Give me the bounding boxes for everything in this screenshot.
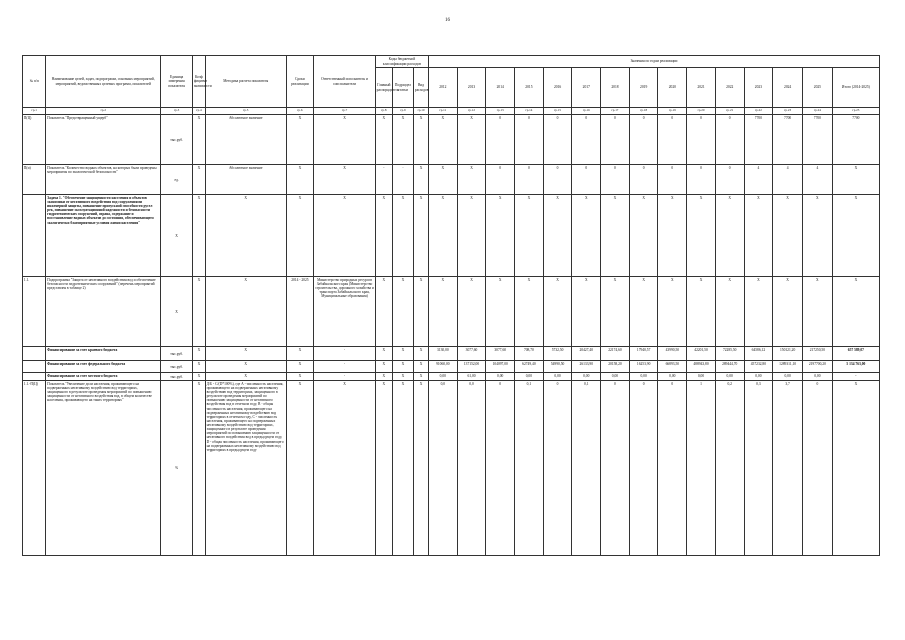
row-value-cell: X (428, 115, 457, 165)
index-cell: гр.20 (687, 108, 716, 115)
row-grbs-cell: X (375, 347, 392, 361)
header-year: 2021 (687, 68, 716, 108)
table-body (23, 115, 880, 556)
row-value-cell: X (515, 195, 544, 277)
row-exec-cell: X (314, 195, 376, 277)
row-value-cell: 0 (543, 381, 572, 556)
row-value-cell: 0,00 (601, 373, 630, 381)
row-value-cell: X (744, 195, 773, 277)
row-value-cell: 0 (658, 115, 687, 165)
row-value-cell: X (572, 195, 601, 277)
header-year: 2024 (773, 68, 803, 108)
row-value-cell: X (802, 195, 832, 277)
row-value-cell: 3077,60 (486, 347, 515, 361)
row-value-cell: 0 (543, 165, 572, 195)
index-cell: гр.2 (46, 108, 161, 115)
row-section-cell: X (392, 277, 413, 347)
row-method-cell: Абсолютное значение (205, 165, 286, 195)
index-cell: гр.8 (375, 108, 392, 115)
index-cell: гр.9 (392, 108, 413, 115)
row-exp-cell: X (414, 381, 429, 556)
row-value-cell: X (457, 277, 486, 347)
row-value-cell: 4 (802, 165, 832, 195)
index-cell: гр.17 (601, 108, 630, 115)
row-value-cell: 0 (715, 115, 744, 165)
row-coef-cell: X (193, 347, 206, 361)
row-term-cell: X (286, 347, 314, 361)
row-value-cell: 0,00 (515, 373, 544, 381)
table-row (23, 277, 880, 347)
row-value-cell: X (773, 277, 803, 347)
row-value-cell: X (543, 277, 572, 347)
header-year: 2013 (457, 68, 486, 108)
row-section-cell: X (392, 195, 413, 277)
row-exp-cell: X (414, 195, 429, 277)
row-value-cell: 708,70 (515, 347, 544, 361)
row-num-cell (23, 373, 46, 381)
row-value-cell: 289444,70 (715, 361, 744, 373)
row-name-cell: Показатель "Предотвращенный ущерб" (46, 115, 161, 165)
row-exec-cell: X (314, 381, 376, 556)
row-name-cell: Финансирование за счет местного бюджета (46, 373, 161, 381)
row-value-cell: 0,00 (572, 373, 601, 381)
row-value-cell: 43990,50 (658, 347, 687, 361)
index-cell: гр.23 (773, 108, 803, 115)
row-value-cell: 22174,60 (601, 347, 630, 361)
row-unit-cell: ед. (161, 165, 193, 195)
row-method-cell: X (205, 195, 286, 277)
row-exec-cell: - (314, 347, 376, 361)
row-coef-cell: X (193, 195, 206, 277)
row-grbs-cell: X (375, 361, 392, 373)
row-value-cell: 0,00 (486, 373, 515, 381)
row-grbs-cell: X (375, 115, 392, 165)
row-value-cell: 0 (658, 165, 687, 195)
row-method-cell: Абсолютное значение (205, 115, 286, 165)
index-cell: гр.22 (744, 108, 773, 115)
row-value-cell: 0 (486, 381, 515, 556)
index-row (23, 108, 880, 115)
row-coef-cell: X (193, 381, 206, 556)
index-cell: гр.7 (314, 108, 376, 115)
index-cell: гр.15 (543, 108, 572, 115)
row-total-cell: X (832, 381, 879, 556)
row-value-cell: 72285,50 (715, 347, 744, 361)
header-budget-codes: Коды бюджетной классификации расходов (375, 56, 428, 68)
header-year: 2014 (486, 68, 515, 108)
row-value-cell: 137152,00 (457, 361, 486, 373)
row-value-cell: 0 (572, 115, 601, 165)
page-number: 16 (445, 18, 450, 23)
row-value-cell: 0 (601, 165, 630, 195)
row-unit-cell: % (161, 381, 193, 556)
row-value-cell: 0 (629, 115, 658, 165)
row-unit-cell: X (161, 195, 193, 277)
row-name-cell: Показатель "Увеличение доли населения, проживающего на подверженных негативному воздействию вод территориях, защищенного в результате проведения мероприятий по повышению защищенности от негативного воздействия вод, в общем количестве населения, проживающего на таких территориях" (46, 381, 161, 556)
row-grbs-cell: X (375, 277, 392, 347)
row-exp-cell: X (414, 277, 429, 347)
row-value-cell: X (457, 115, 486, 165)
row-unit-cell: тыс.руб. (161, 361, 193, 373)
row-method-cell: X (205, 373, 286, 381)
row-section-cell: X (392, 361, 413, 373)
table-row (23, 165, 880, 195)
row-value-cell: 0 (515, 115, 544, 165)
row-value-cell: 54990,50 (543, 361, 572, 373)
row-term-cell: X (286, 165, 314, 195)
row-term-cell: X (286, 373, 314, 381)
header-num: № п/п (23, 56, 46, 108)
row-name-cell: Подпрограмма "Защита от негативного воздействия вод и обеспечение безопасности гидротехнических сооружений" (перечень мероприятий представлен в таблице 2) (46, 277, 161, 347)
index-cell: гр.11 (428, 108, 457, 115)
row-exec-cell: X (314, 115, 376, 165)
row-num-cell: 1.1.-П(Ц) (23, 381, 46, 556)
row-exp-cell: X (414, 361, 429, 373)
row-value-cell: X (428, 277, 457, 347)
row-value-cell: 4 (773, 165, 803, 195)
row-value-cell: X (715, 277, 744, 347)
row-section-cell: X (392, 347, 413, 361)
row-value-cell: 0 (486, 115, 515, 165)
row-total-cell: 5 134 763,00 (832, 361, 879, 373)
row-term-cell: X (286, 115, 314, 165)
row-value-cell: 0 (601, 381, 630, 556)
header-row-top (23, 56, 880, 68)
row-value-cell: X (543, 195, 572, 277)
row-value-cell: 3,7 (773, 381, 803, 556)
table-row (23, 381, 880, 556)
row-value-cell: 7700 (773, 115, 803, 165)
row-value-cell: X (515, 277, 544, 347)
header-total: Итого (2014-2025) (832, 68, 879, 108)
row-value-cell: 0,00 (543, 373, 572, 381)
header-grbs: Главный распорядитель (375, 68, 392, 108)
header-year: 2025 (802, 68, 832, 108)
row-value-cell: X (658, 195, 687, 277)
row-coef-cell: X (193, 277, 206, 347)
row-grbs-cell: X (375, 381, 392, 556)
row-value-cell: X (601, 277, 630, 347)
header-name: Наименование целей, задач, подпрограмм, основных мероприятий, мероприятий, ведомственных целевых программ, показателей (46, 56, 161, 108)
row-value-cell: 0,0 (457, 381, 486, 556)
row-value-cell: 26133,90 (572, 361, 601, 373)
index-cell: гр.5 (205, 108, 286, 115)
row-unit-cell: X (161, 277, 193, 347)
header-exp-type: Вид расходов (414, 68, 429, 108)
row-value-cell: 0,0 (428, 381, 457, 556)
header-years-group: Значения по годам реализации (428, 56, 879, 68)
header-coef: Коэф фициент значимости (193, 56, 206, 108)
row-num-cell: 1.1. (23, 277, 46, 347)
header-year: 2018 (601, 68, 630, 108)
index-cell: гр.19 (658, 108, 687, 115)
index-cell: гр.3 (161, 108, 193, 115)
row-value-cell: 457232,80 (744, 361, 773, 373)
header-year: 2012 (428, 68, 457, 108)
row-value-cell: X (428, 165, 457, 195)
row-value-cell: 3077,60 (457, 347, 486, 361)
indicators-table (22, 55, 880, 556)
row-total-cell: X (832, 195, 879, 277)
row-num-cell (23, 347, 46, 361)
row-value-cell: 0 (715, 165, 744, 195)
header-year: 2022 (715, 68, 744, 108)
row-exp-cell: X (414, 115, 429, 165)
row-term-cell: X (286, 381, 314, 556)
table-row (23, 361, 880, 373)
row-value-cell: X (486, 277, 515, 347)
row-value-cell: 0,00 (658, 373, 687, 381)
index-cell: гр.12 (457, 108, 486, 115)
row-value-cell: 3130,00 (428, 347, 457, 361)
row-value-cell: X (601, 195, 630, 277)
row-method-cell: Д/Б - C/(D*100%), где А - численность населения, проживающего на подверженных негативному воздействию вод территориях, защищенного в результате проведения мероприятий по повышению защищенности от негативного воздействия вод в отчетном году, В - общая численность населения, проживающего на подверженных негативному воздействию вод территориях в отчетном году, С - численность населения, проживающего на подверженных негативному воздействию вод территориях, защищенного в результате проведения мероприятий по повышению защищенности от негативного воздействия вод в предыдущем году, D - общая численность населения, проживающего на подверженных негативному воздействию вод территориях в предыдущем году (205, 381, 286, 556)
row-value-cell: 0 (629, 381, 658, 556)
row-value-cell: 0 (687, 165, 716, 195)
row-value-cell: 0,1 (515, 381, 544, 556)
row-method-cell: X (205, 277, 286, 347)
row-unit-cell: тыс.руб. (161, 115, 193, 165)
row-value-cell: 20158,20 (601, 361, 630, 373)
row-value-cell: 0,00 (744, 373, 773, 381)
row-value-cell: X (457, 165, 486, 195)
row-name-cell: Показатель "Количество водных объектов, на которых были проведены мероприятия по экологической безопасности" (46, 165, 161, 195)
row-grbs-cell: - (375, 165, 392, 195)
row-value-cell: X (687, 277, 716, 347)
row-value-cell: X (572, 277, 601, 347)
row-value-cell: 0,00 (629, 373, 658, 381)
row-value-cell: X (457, 195, 486, 277)
header-term: Сроки реализации (286, 56, 314, 108)
index-cell: гр.13 (486, 108, 515, 115)
row-grbs-cell: X (375, 373, 392, 381)
header-year: 2016 (543, 68, 572, 108)
row-method-cell: X (205, 361, 286, 373)
header-year: 2015 (515, 68, 544, 108)
row-value-cell: 0,2 (715, 381, 744, 556)
row-value-cell: 66893,50 (658, 361, 687, 373)
header-year: 2020 (658, 68, 687, 108)
row-value-cell: X (802, 277, 832, 347)
row-exp-cell: X (414, 347, 429, 361)
row-value-cell: 1289311,10 (773, 361, 803, 373)
row-value-cell: 0,00 (687, 373, 716, 381)
index-cell: гр.10 (414, 108, 429, 115)
row-total-cell: X (832, 277, 879, 347)
row-value-cell: 0 (658, 381, 687, 556)
row-value-cell: 17940,57 (629, 347, 658, 361)
row-value-cell: 7700 (744, 115, 773, 165)
row-total-cell: 657 589,07 (832, 347, 879, 361)
table-row (23, 373, 880, 381)
index-cell: гр.6 (286, 108, 314, 115)
row-value-cell: 0 (629, 165, 658, 195)
row-value-cell: 2197700,20 (802, 361, 832, 373)
index-cell: гр.1 (23, 108, 46, 115)
row-value-cell: 4 (744, 165, 773, 195)
row-value-cell: 0,00 (715, 373, 744, 381)
header-unit: Единица измерения показателя (161, 56, 193, 108)
index-cell: гр.14 (515, 108, 544, 115)
row-exec-cell: Министерство природных ресурсов Забайкальского края (Министерство строительства, дорожного хозяйства и транспорта Забайкальского края, Муниципальные образования) (314, 277, 376, 347)
row-value-cell: X (658, 277, 687, 347)
row-value-cell: 0 (572, 165, 601, 195)
row-method-cell: X (205, 347, 286, 361)
row-section-cell: X (392, 381, 413, 556)
row-coef-cell: X (193, 115, 206, 165)
row-value-cell: 0,00 (802, 373, 832, 381)
row-value-cell: X (629, 195, 658, 277)
row-section-cell: X (392, 115, 413, 165)
row-value-cell: 104097,00 (486, 361, 515, 373)
row-section-cell: X (392, 373, 413, 381)
row-num-cell (23, 361, 46, 373)
index-cell: гр.4 (193, 108, 206, 115)
row-grbs-cell: X (375, 195, 392, 277)
row-value-cell: 20427,40 (572, 347, 601, 361)
header-year: 2017 (572, 68, 601, 108)
row-value-cell: 0 (515, 165, 544, 195)
row-value-cell: 0,3 (744, 381, 773, 556)
row-term-cell: 2014 - 2025 (286, 277, 314, 347)
row-exec-cell: X (314, 165, 376, 195)
row-value-cell: 0,00 (773, 373, 803, 381)
row-total-cell: X (832, 165, 879, 195)
row-section-cell: - (392, 165, 413, 195)
row-name-cell: Финансирование за счет краевого бюджета (46, 347, 161, 361)
row-value-cell: X (687, 195, 716, 277)
header-year: 2019 (629, 68, 658, 108)
row-exp-cell: X (414, 165, 429, 195)
row-value-cell: 1 (687, 381, 716, 556)
row-term-cell: X (286, 195, 314, 277)
row-exec-cell: - (314, 373, 376, 381)
row-coef-cell: X (193, 361, 206, 373)
table-row (23, 347, 880, 361)
table-row (23, 115, 880, 165)
row-coef-cell: X (193, 373, 206, 381)
row-value-cell: 0 (687, 115, 716, 165)
row-term-cell: X (286, 361, 314, 373)
index-cell: гр.24 (802, 108, 832, 115)
row-num-cell (23, 195, 46, 277)
row-value-cell: 217250,50 (802, 347, 832, 361)
index-cell: гр.18 (629, 108, 658, 115)
header-method: Методика расчета показателя (205, 56, 286, 108)
row-value-cell: 16253,90 (629, 361, 658, 373)
row-num-cell: П(и) (23, 165, 46, 195)
row-value-cell: X (428, 195, 457, 277)
header-exec: Ответственный исполнитель и соисполнители (314, 56, 376, 108)
row-value-cell: 61,00 (457, 373, 486, 381)
row-value-cell: 0 (543, 115, 572, 165)
row-total-cell: 7700 (832, 115, 879, 165)
index-cell: гр.21 (715, 108, 744, 115)
row-total-cell: - (832, 373, 879, 381)
row-value-cell: 0 (486, 165, 515, 195)
row-value-cell: X (486, 195, 515, 277)
row-name-cell: Задача 1. "Обеспечение защищенности населения и объектов экономики от негативного воздействия вод сооружениями инженерной защиты, повышение пропускной способности русел рек, повышение эксплуатационной надежности и безопасности гидротехнических сооружений, охрана, содержание и восстановление водных объектов до состояния, обеспечивающего экологически благоприятные условия жизни населения" (46, 195, 161, 277)
row-name-cell: Финансирование за счет федерального бюджета (46, 361, 161, 373)
row-num-cell: П(Ц) (23, 115, 46, 165)
table-row (23, 195, 880, 277)
row-value-cell: 62749,40 (515, 361, 544, 373)
header-section: Подраздел статьи (392, 68, 413, 108)
index-cell: гр.25 (832, 108, 879, 115)
row-value-cell: X (773, 195, 803, 277)
row-value-cell: 91060,00 (428, 361, 457, 373)
row-value-cell: 42201,50 (687, 347, 716, 361)
row-value-cell: 64586,12 (744, 347, 773, 361)
row-coef-cell: X (193, 165, 206, 195)
row-value-cell: 0,00 (428, 373, 457, 381)
index-cell: гр.16 (572, 108, 601, 115)
row-value-cell: 5732,50 (543, 347, 572, 361)
row-value-cell: 7700 (802, 115, 832, 165)
row-value-cell: 0 (802, 381, 832, 556)
row-value-cell: 0 (601, 115, 630, 165)
row-unit-cell: тыс.руб. (161, 347, 193, 361)
row-value-cell: X (629, 277, 658, 347)
row-value-cell: X (744, 277, 773, 347)
row-value-cell: 150121,20 (773, 347, 803, 361)
row-value-cell: 488943,80 (687, 361, 716, 373)
row-exec-cell: - (314, 361, 376, 373)
row-value-cell: 0,1 (572, 381, 601, 556)
row-exp-cell: X (414, 373, 429, 381)
row-unit-cell: тыс.руб. (161, 373, 193, 381)
header-year: 2023 (744, 68, 773, 108)
row-value-cell: X (715, 195, 744, 277)
